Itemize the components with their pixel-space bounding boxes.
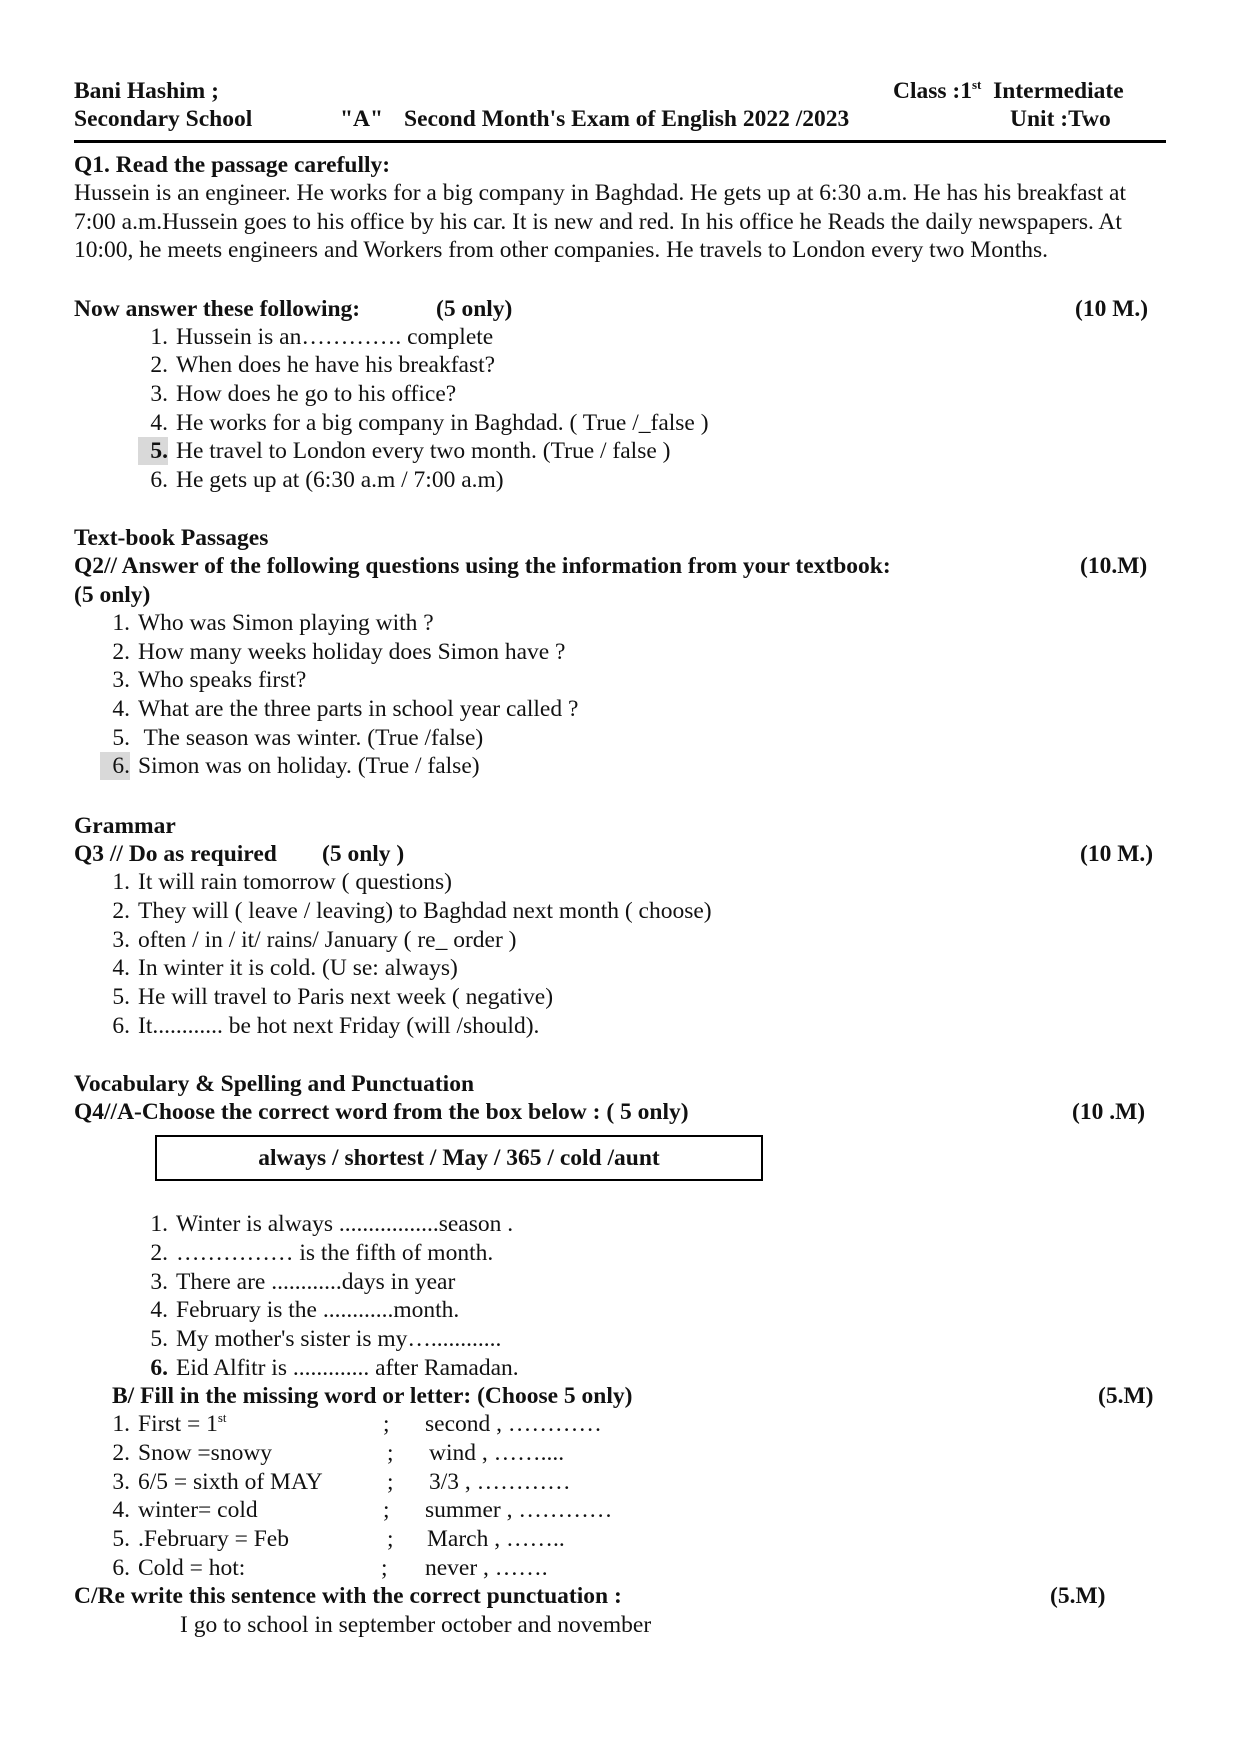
q2-item: 2. How many weeks holiday does Simon have ? <box>112 639 566 665</box>
q3-item: 2. They will ( leave / leaving) to Baghdad next month ( choose) <box>112 898 712 924</box>
q4b-item-left: 1. First = 1st <box>112 1410 227 1437</box>
q4b-separator: ; <box>387 1440 394 1466</box>
q4c-title: C/Re write this sentence with the correct punctuation : <box>74 1583 622 1609</box>
q2-item: 3. Who speaks first? <box>112 667 307 693</box>
q4b-separator: ; <box>387 1526 394 1552</box>
school-type: Secondary School <box>74 106 253 132</box>
q2-item: 4. What are the three parts in school year called ? <box>112 696 579 722</box>
school-name: Bani Hashim ; <box>74 78 219 104</box>
q1-choose: (5 only) <box>436 296 513 322</box>
q4b-title: B/ Fill in the missing word or letter: (Choose 5 only) <box>112 1383 633 1409</box>
q3-item: 5. He will travel to Paris next week ( negative) <box>112 984 554 1010</box>
q1-marks: (10 M.) <box>1075 296 1149 322</box>
q3-marks: (10 M.) <box>1080 841 1154 867</box>
q3-choose: (5 only ) <box>322 841 405 867</box>
q2-marks: (10.M) <box>1080 553 1148 579</box>
q4a-item: 2. …………… is the fifth of month. <box>150 1240 494 1266</box>
q3-item: 3. often / in / it/ rains/ January ( re_ order ) <box>112 927 517 953</box>
q4a-item: 4. February is the ............month. <box>150 1297 460 1323</box>
q3-title: Q3 // Do as required <box>74 841 277 867</box>
q2-item: 5. The season was winter. (True /false) <box>112 725 484 751</box>
q3-item: 1. It will rain tomorrow ( questions) <box>112 869 452 895</box>
q4-marks: (10 .M) <box>1072 1099 1146 1125</box>
q4b-item-left: 2. Snow =snowy <box>112 1440 273 1466</box>
q1-item: 4. He works for a big company in Baghdad. ( True /_false ) <box>150 410 709 436</box>
q4-section: Vocabulary & Spelling and Punctuation <box>74 1071 475 1097</box>
exam-group: "A" <box>340 106 384 132</box>
class-level: Class :1st Intermediate <box>893 77 1124 104</box>
q4b-item-right: wind , …….... <box>429 1440 565 1466</box>
q1-item: 3. How does he go to his office? <box>150 381 457 407</box>
q2-choose: (5 only) <box>74 582 151 608</box>
q4b-separator: ; <box>387 1469 394 1495</box>
q2-item: 6. Simon was on holiday. (True / false) <box>100 752 480 780</box>
unit-label: Unit :Two <box>1010 106 1111 132</box>
q1-item: 1. Hussein is an…………. complete <box>150 324 494 350</box>
word-box: always / shortest / May / 365 / cold /aunt <box>155 1135 763 1181</box>
q3-item: 4. In winter it is cold. (U se: always) <box>112 955 458 981</box>
q4a-item: 6. Eid Alfitr is ............. after Ramadan. <box>150 1355 519 1381</box>
q2-title: Q2// Answer of the following questions using the information from your textbook: <box>74 553 891 579</box>
q1-item: 5. He travel to London every two month. (True / false ) <box>138 437 670 465</box>
q4b-marks: (5.M) <box>1098 1383 1154 1409</box>
q1-instruction: Now answer these following: <box>74 296 361 322</box>
q4b-item-right: 3/3 , ………… <box>429 1469 571 1495</box>
q3-item: 6. It............ be hot next Friday (will /should). <box>112 1013 540 1039</box>
q4b-item-left: 6. Cold = hot: <box>112 1555 246 1581</box>
q1-passage: Hussein is an engineer. He works for a big company in Baghdad. He gets up at 6:30 a.m. He has his breakfast at 7:00 a.m.Hussein goes to his office by his car. It is new and red. In his office he Reads the daily newspapers. At 10:00, he meets engineers and Workers from other companies. He travels to London every two Months. <box>74 180 1127 264</box>
q4a-item: 5. My mother's sister is my…............ <box>150 1326 502 1352</box>
q2-section: Text-book Passages <box>74 525 269 551</box>
q4a-item: 3. There are ............days in year <box>150 1269 456 1295</box>
q1-item: 2. When does he have his breakfast? <box>150 352 496 378</box>
q4b-item-right: never , ……. <box>425 1555 548 1581</box>
q1-title: Q1. Read the passage carefully: <box>74 152 391 178</box>
exam-title: Second Month's Exam of English 2022 /2023 <box>404 106 850 132</box>
q4b-item-left: 4. winter= cold <box>112 1497 258 1523</box>
q4b-separator: ; <box>383 1411 390 1437</box>
q4b-item-left: 5. .February = Feb <box>112 1526 289 1552</box>
q4b-item-right: summer , ………… <box>425 1497 613 1523</box>
q4b-separator: ; <box>383 1497 390 1523</box>
q2-item: 1. Who was Simon playing with ? <box>112 610 434 636</box>
q4b-item-right: March , …….. <box>427 1526 565 1552</box>
q4b-item-right: second , ………… <box>425 1411 602 1437</box>
q4c-sentence: I go to school in september october and november <box>180 1612 652 1638</box>
q4b-item-left: 3. 6/5 = sixth of MAY <box>112 1469 323 1495</box>
header-divider <box>74 140 1166 143</box>
q4-title: Q4//A-Choose the correct word from the box below : ( 5 only) <box>74 1099 689 1125</box>
q4b-separator: ; <box>381 1555 388 1581</box>
q4c-marks: (5.M) <box>1050 1583 1106 1609</box>
q4a-item: 1. Winter is always .................season . <box>150 1211 514 1237</box>
q3-section: Grammar <box>74 813 176 839</box>
q1-item: 6. He gets up at (6:30 a.m / 7:00 a.m) <box>150 467 504 493</box>
